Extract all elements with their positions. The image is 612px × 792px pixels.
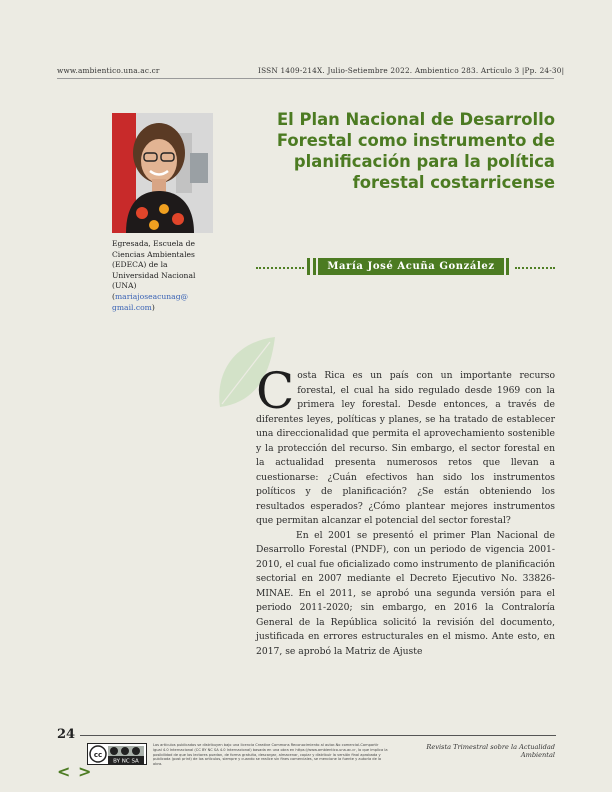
paren-close: ) xyxy=(151,302,155,312)
dotted-rule-left xyxy=(256,267,304,269)
dotted-rule-right xyxy=(515,267,555,269)
bar-stripes-left xyxy=(307,258,316,275)
bio-line: Universidad Nacional xyxy=(112,270,196,280)
page-number: 24 xyxy=(57,727,76,742)
author-photo xyxy=(112,113,213,233)
bar-stripes-right xyxy=(506,258,512,275)
creative-commons-badge[interactable] xyxy=(87,743,147,765)
cc-label: BY NC SA xyxy=(113,758,139,764)
journal-name: Revista Trimestral sobre la Actualidad Ambiental xyxy=(426,743,555,759)
email-link-cont[interactable]: gmail.com xyxy=(112,302,152,312)
header-rule xyxy=(57,78,554,79)
site-url: www.ambientico.una.ac.cr xyxy=(57,66,160,75)
license-text: Los artículos publicados se distribuyen bajo una licencia Creative Commons Reconocimiento al autor-No comercial-Compartir igual 4.0 Internacional (CC BY NC SA 4.0 Internacional) basada en una obra en https://www.ambientico.una.ac.cr, lo que implica la posibilidad de que los lectores puedan, de forma gratuita, descargar, almacenar, copiar y distribuir la versión final aprobada y publicada (post print) de los artículos, siempre y cuando se realice sin fines comerciales, se mencione la fuente y autoría de la obra. xyxy=(153,743,388,767)
title-line: El Plan Nacional de Desarrollo xyxy=(276,110,555,129)
title-line: forestal costarricense xyxy=(352,173,555,192)
bio-line: (EDECA) de la xyxy=(112,260,168,270)
next-page-arrow-icon[interactable]: > xyxy=(78,762,92,781)
author-bio xyxy=(112,239,212,313)
title-line: planificación para la política xyxy=(293,152,555,171)
drop-cap: C xyxy=(256,362,295,420)
article-title xyxy=(255,109,555,193)
article-body xyxy=(256,362,555,659)
email-link[interactable]: mariajoseacunag@ xyxy=(114,291,189,301)
paragraph-text: osta Rica es un país con un importante recurso forestal, el cual ha sido regulado desde 1969 con la primera ley forestal. Desde entonces, a través de diferentes leyes, políticas y planes, se ha tratado de establecer una direccionalidad que permita el aprovechamiento sostenible y la protección del recurso. Sin embargo, el sector forestal en la actualidad presenta numerosos retos que llevan a cuestionarse: ¿Cuán efectivos han sido los instrumentos políticos y de planificación? ¿Se están obteniendo los resultados esperados? ¿Cómo plantear mejores instrumentos que permitan alcanzar el potencial del sector forestal? xyxy=(256,370,555,526)
paren-open: ( xyxy=(112,291,115,301)
prev-page-arrow-icon[interactable]: < xyxy=(57,762,71,781)
bio-line: Egresada, Escuela de xyxy=(112,239,195,248)
paragraph xyxy=(256,362,555,529)
bio-line: Ciencias Ambientales xyxy=(112,249,195,259)
title-line: Forestal como instrumento de xyxy=(276,131,555,150)
issn-line: ISSN 1409-214X. Julio-Setiembre 2022. Ambientico 283. Artículo 3 |Pp. 24-30| xyxy=(258,66,565,75)
svg-text:cc: cc xyxy=(93,751,103,759)
author-name: María José Acuña González xyxy=(318,258,504,275)
bio-line: (UNA) xyxy=(112,281,137,291)
footer-rule xyxy=(80,735,556,736)
paragraph: En el 2001 se presentó el primer Plan Nacional de Desarrollo Forestal (PNDF), con un periodo de vigencia 2001-2010, el cual fue oficializado como instrumento de planificación sectorial en 2007 mediante el Decreto Ejecutivo No. 33826-MINAE. En el 2011, se aprobó una segunda versión para el periodo 2011-2020; sin embargo, en 2016 la Contraloría General de la República solicitó la revisión del documento, justificada en errores estructurales en el mismo. Ante esto, en 2017, se aprobó la Matriz de Ajuste xyxy=(256,529,555,657)
